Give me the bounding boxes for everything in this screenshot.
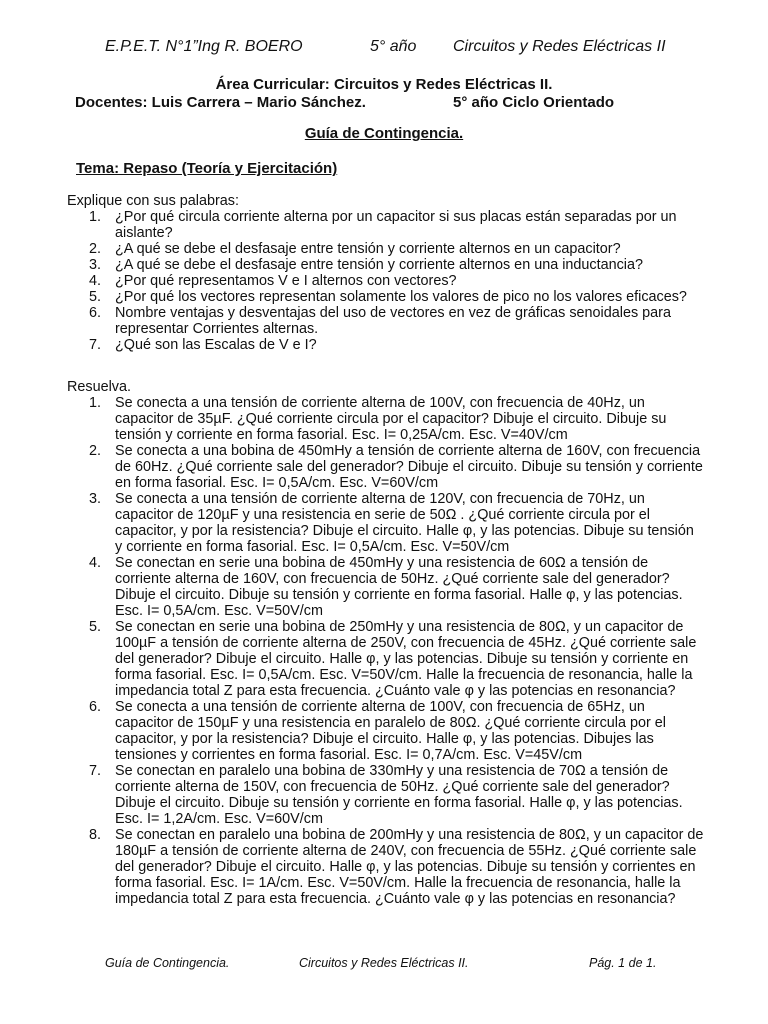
- item-text-line: capacitor de 120µF y una resistencia en serie de 50Ω . ¿Qué corriente circula por el: [115, 507, 650, 523]
- item-text-line: impedancia total Z para esta frecuencia. ¿Cuánto vale φ y las potencias en resonancia?: [115, 683, 676, 699]
- item-number: 4.: [89, 555, 102, 571]
- item-text-line: 100µF a tensión de corriente alterna de 250V, con frecuencia de 45Hz. ¿Qué corriente sale: [115, 635, 697, 651]
- item-number: 1.: [89, 209, 102, 225]
- item-text-line: Dibuje el circuito. Dibuje su tensión y corriente en forma fasorial. Halle φ, y las potencias.: [115, 587, 683, 603]
- item-text-line: Esc. I= 0,5A/cm. Esc. V=50V/cm: [115, 603, 323, 619]
- list-item: [67, 241, 707, 257]
- item-text-line: representar Corrientes alternas.: [115, 321, 319, 337]
- item-text-line: capacitor, y por la resistencia? Dibuje el circuito. Halle φ, y las potencias. Dibujes las: [115, 731, 654, 747]
- title-block: [0, 76, 768, 111]
- item-number: 3.: [89, 257, 102, 273]
- teachers-line: [75, 94, 768, 111]
- item-number: 6.: [89, 305, 102, 321]
- teachers: Docentes: Luis Carrera – Mario Sánchez.: [75, 94, 366, 111]
- item-text-line: forma fasorial. Esc. I= 1A/cm. Esc. V=50V/cm. Halle la frecuencia de resonancia, halle la: [115, 875, 681, 891]
- footer-guide: Guía de Contingencia.: [105, 956, 230, 970]
- item-text-line: del generador? Dibuje el circuito. Halle φ, y las potencias. Dibuje su tensión y corriente en: [115, 651, 689, 667]
- header-subject: Circuitos y Redes Eléctricas II: [453, 38, 666, 55]
- item-number: 4.: [89, 273, 102, 289]
- item-number: 8.: [89, 827, 102, 843]
- solve-section: [67, 379, 707, 907]
- list-item: [67, 209, 707, 241]
- curricular-area: Área Curricular: Circuitos y Redes Eléctricas II.: [215, 76, 553, 93]
- item-number: 6.: [89, 699, 102, 715]
- item-text-line: Se conecta a una tensión de corriente alterna de 100V, con frecuencia de 65Hz, un: [115, 699, 645, 715]
- item-number: 5.: [89, 619, 102, 635]
- item-number: 5.: [89, 289, 102, 305]
- item-number: 2.: [89, 443, 102, 459]
- footer-subject: Circuitos y Redes Eléctricas II.: [299, 956, 469, 970]
- explain-section: [67, 193, 707, 353]
- list-item: [67, 395, 707, 443]
- solve-intro: Resuelva.: [67, 379, 131, 395]
- item-number: 3.: [89, 491, 102, 507]
- item-text-line: Se conectan en paralelo una bobina de 200mHy y una resistencia de 80Ω, y un capacitor de: [115, 827, 704, 843]
- list-item: [67, 305, 707, 337]
- item-text-line: capacitor, y por la resistencia? Dibuje el circuito. Halle φ, y las potencias. Dibuje su tensión: [115, 523, 694, 539]
- list-item: [67, 827, 707, 907]
- course-cycle: 5° año Ciclo Orientado: [453, 94, 615, 111]
- solve-exercise-list: [67, 395, 707, 907]
- item-text-line: capacitor de 150µF y una resistencia en paralelo de 80Ω. ¿Qué corriente circula por el: [115, 715, 666, 731]
- explain-intro: Explique con sus palabras:: [67, 193, 239, 209]
- running-footer: [105, 956, 685, 970]
- item-text-line: Se conecta a una tensión de corriente alterna de 120V, con frecuencia de 70Hz, un: [115, 491, 645, 507]
- item-text-line: tensiones y corrientes en forma fasorial. Esc. I= 0,7A/cm. Esc. V=45V/cm: [115, 747, 583, 763]
- item-text-line: 180µF a tensión de corriente alterna de 240V, con frecuencia de 55Hz. ¿Qué corriente sale: [115, 843, 697, 859]
- item-text-line: ¿Por qué los vectores representan solamente los valores de pico no los valores eficaces?: [115, 289, 687, 305]
- item-text-line: Se conectan en serie una bobina de 250mHy y una resistencia de 80Ω, y un capacitor de: [115, 619, 684, 635]
- item-text-line: impedancia total Z para esta frecuencia. ¿Cuánto vale φ y las potencias en resonancia?: [115, 891, 676, 907]
- explain-question-list: [67, 209, 707, 353]
- item-text-line: Se conectan en paralelo una bobina de 330mHy y una resistencia de 70Ω a tensión de: [115, 763, 669, 779]
- header-year: 5° año: [370, 38, 417, 55]
- item-number: 7.: [89, 763, 102, 779]
- item-text-line: ¿Por qué representamos V e I alternos con vectores?: [115, 273, 457, 289]
- item-text-line: Esc. I= 1,2A/cm. Esc. V=60V/cm: [115, 811, 323, 827]
- running-header: [105, 38, 705, 56]
- list-item: [67, 619, 707, 699]
- list-item: [67, 337, 707, 353]
- item-text-line: corriente alterna de 150V, con frecuencia de 50Hz. ¿Qué corriente sale del generador?: [115, 779, 670, 795]
- item-text-line: de 60Hz. ¿Qué corriente sale del generador? Dibuje el circuito. Dibuje su tensión y corriente: [115, 459, 703, 475]
- item-text-line: ¿A qué se debe el desfasaje entre tensión y corriente alternos en una inductancia?: [115, 257, 644, 273]
- item-text-line: ¿Por qué circula corriente alterna por un capacitor si sus placas están separadas por un: [115, 209, 677, 225]
- item-text-line: ¿A qué se debe el desfasaje entre tensión y corriente alternos en un capacitor?: [115, 241, 621, 257]
- item-text-line: Se conecta a una bobina de 450mHy a tensión de corriente alterna de 160V, con frecuencia: [115, 443, 701, 459]
- item-text-line: en forma fasorial. Esc. I= 0,5A/cm. Esc. V=60V/cm: [115, 475, 439, 491]
- item-text-line: tensión y corriente en forma fasorial. Esc. I= 0,25A/cm. Esc. V=40V/cm: [115, 427, 568, 443]
- item-text-line: corriente alterna de 160V, con frecuencia de 50Hz. ¿Qué corriente sale del generador?: [115, 571, 670, 587]
- item-text-line: y corriente en forma fasorial. Esc. I= 0,5A/cm. Esc. V=50V/cm: [115, 539, 510, 555]
- list-item: [67, 491, 707, 555]
- item-text-line: aislante?: [115, 225, 173, 241]
- item-text-line: ¿Qué son las Escalas de V e I?: [115, 337, 317, 353]
- item-text-line: capacitor de 35µF. ¿Qué corriente circula por el capacitor? Dibuje el circuito. Dibuje su: [115, 411, 667, 427]
- header-school: E.P.E.T. N°1”Ing R. BOERO: [105, 38, 303, 55]
- item-text-line: Se conecta a una tensión de corriente alterna de 100V, con frecuencia de 40Hz, un: [115, 395, 645, 411]
- item-text-line: Dibuje el circuito. Dibuje su tensión y corriente en forma fasorial. Halle φ, y las potencias.: [115, 795, 683, 811]
- list-item: [67, 257, 707, 273]
- list-item: [67, 273, 707, 289]
- item-text-line: Nombre ventajas y desventajas del uso de vectores en vez de gráficas senoidales para: [115, 305, 671, 321]
- item-text-line: Se conectan en serie una bobina de 450mHy y una resistencia de 60Ω a tensión de: [115, 555, 649, 571]
- list-item: [67, 443, 707, 491]
- item-number: 2.: [89, 241, 102, 257]
- list-item: [67, 699, 707, 763]
- item-number: 7.: [89, 337, 102, 353]
- footer-page-number: Pág. 1 de 1.: [589, 956, 657, 970]
- list-item: [67, 555, 707, 619]
- list-item: [67, 289, 707, 305]
- topic-title: Tema: Repaso (Teoría y Ejercitación): [76, 160, 338, 177]
- item-text-line: del generador? Dibuje el circuito. Halle φ, y las potencias. Dibuje su tensión y corrientes en: [115, 859, 696, 875]
- guide-title: Guía de Contingencia.: [304, 125, 464, 142]
- item-text-line: forma fasorial. Esc. I= 0,5A/cm. Esc. V=50V/cm. Halle la frecuencia de resonancia, halle la: [115, 667, 693, 683]
- item-number: 1.: [89, 395, 102, 411]
- list-item: [67, 763, 707, 827]
